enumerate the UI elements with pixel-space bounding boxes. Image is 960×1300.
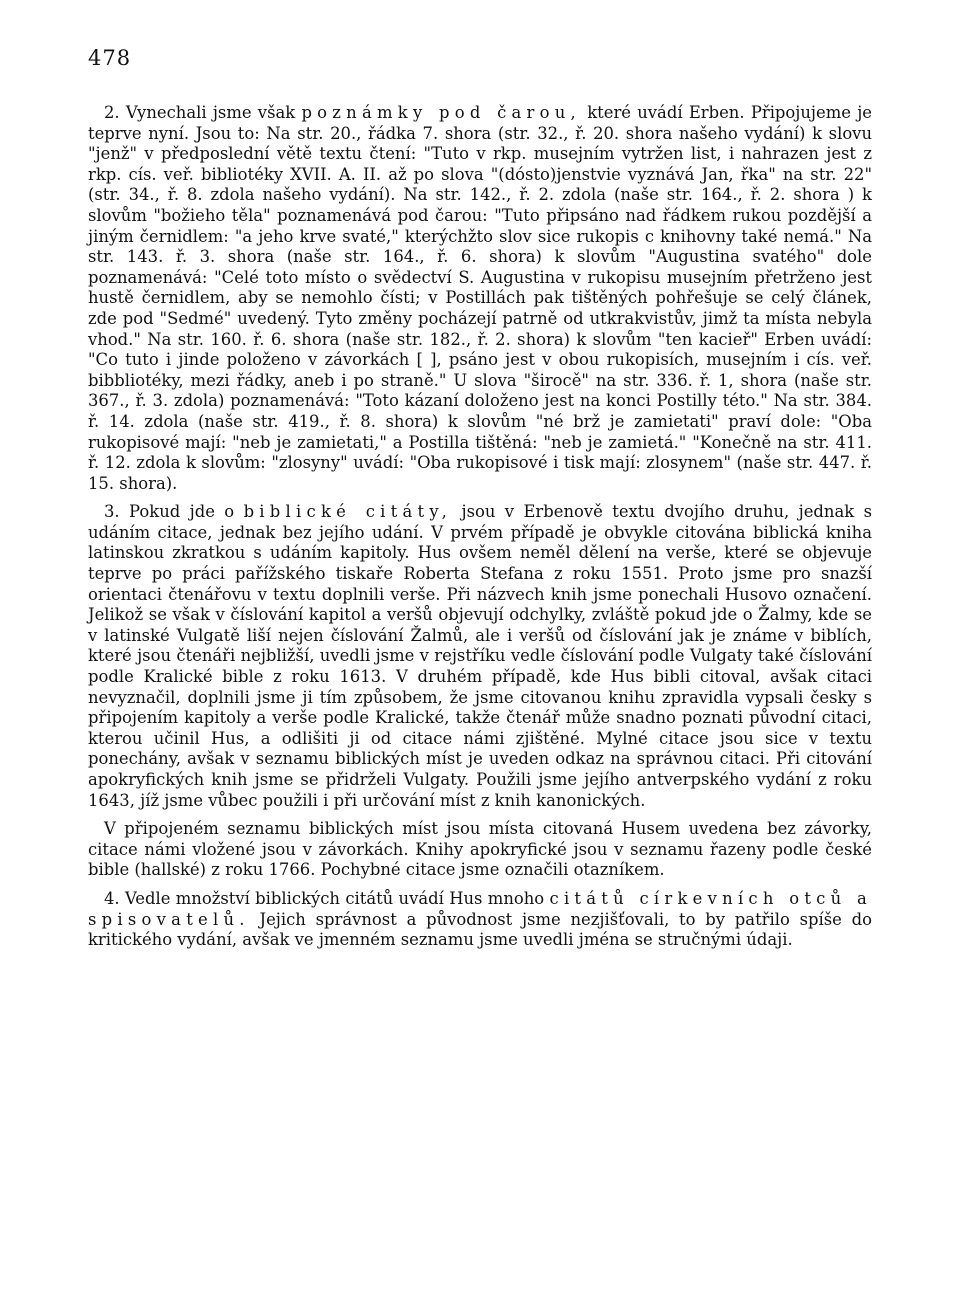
paragraph-4 [88, 889, 872, 951]
paragraph-text: jsou v Erbenově textu dvojího druhu, jednak s udáním citace, jednak bez jejího udání. V prvém případě je obvykle citována biblická kniha latinskou zkratkou s udáním kapitoly. Hus ovšem neměl dělení na verše, které se objevuje teprve po práci pařížského tiskaře Roberta Stefana z roku 1551. Proto jsme pro snazší orientaci čtenářovu v textu doplnili verše. Při názvech knih jsme ponechali Husovo označení. Jelikož se však v číslování kapitol a veršů objevují odchylky, zvláště pokud jde o Žalmy, kde se v latinské Vulgatě liší nejen číslování Žalmů, ale i veršů od číslování jak je známe v biblích, které jsou čtenáři nejbližší, uvedli jsme v rejstříku vedle číslování podle Vulgaty také číslování podle Kralické bible z roku 1613. V druhém případě, kde Hus bibli citoval, avšak citaci nevyznačil, doplnili jsme ji tím způsobem, že jsme citovanou knihu zpravidla vypsali česky s připojením kapitoly a verše podle Kralické, takže čtenář může snadno poznati původní citaci, kterou učinil Hus, a odlišiti ji od citace námi zjištěné. Mylné citace jsou sice v textu ponechány, avšak v seznamu biblických míst je uveden odkaz na správnou citaci. Při citování apokryfických knih jsme se přidrželi Vulgaty. Použili jsme jejího antverpského vydání z roku 1643, jíž jsme vůbec použili i při určování míst z knih kanonických. [88, 502, 872, 810]
paragraph-2 [88, 103, 872, 494]
spaced-emphasis: poznámky pod čarou, [301, 103, 581, 122]
spaced-emphasis: citátů církevních otců a spisovatelů. [88, 888, 873, 929]
paragraph-text: 4. Vedle množství biblických citátů uvádí Hus mnoho [104, 888, 550, 908]
paragraph-text: 3. Pokud jde o [104, 502, 244, 522]
paragraph-text: V připojeném seznamu biblických míst jsou místa citovaná Husem uvedena bez závorky, citace námi vložené jsou v závorkách. Knihy apokryfické jsou v seznamu řazeny podle české bible (hallské) z roku 1766. Pochybné citace jsme označili otazníkem. [88, 819, 872, 880]
spaced-emphasis: biblické citáty, [243, 502, 453, 522]
page-number: 478 [88, 46, 132, 70]
paragraph-3 [88, 502, 872, 811]
body-text [88, 103, 872, 959]
paragraph-text: které uvádí Erben. Připojujeme je teprve nyní. Jsou to: Na str. 20., řádka 7. shora (str. 32., ř. 20. shora našeho vydání) k slovu "jenž" v předposlední větě textu čtení: "Tuto v rkp. musejním vytržen list, i nahrazen jest z rkp. cís. veř. bibliotéky XVII. A. II. až po slova "(dósto)jenstvie vyznává Jan, řka" na str. 22" (str. 34., ř. 8. zdola našeho vydání). Na str. 142., ř. 2. zdola (naše str. 164., ř. 2. shora ) k slovům "božieho těla" poznamenává pod čarou: "Tuto připsáno nad řádkem rukou pozdější a jiným černidlem: "a jeho krve svaté," kterýchžto slov sice rukopis c knihovny také nemá." Na str. 143. ř. 3. shora (naše str. 164., ř. 6. shora) k slovům "Augustina svatého" dole poznamenává: "Celé toto místo o svědectví S. Augustina v rukopisu musejním přetrženo jest hustě černidlem, aby se nemohlo čísti; v Postillách pak tištěných pohřešuje se celý článek, zde pod "Sedmé" uvedený. Tyto změny pocházejí patrně od utkrakvistův, jimž ta místa nebyla vhod." Na str. 160. ř. 6. shora (naše str. 182., ř. 2. shora) k slovům "ten kacieř" Erben uvádí: "Co tuto i jinde položeno v závorkách [ ], psáno jest v obou rukopisích, musejním i cís. veř. bibbliotéky, mezi řádky, aneb i po straně." U slova "širocě" na str. 336. ř. 1, shora (naše str. 367., ř. 3. zdola) poznamenává: "Toto kázaní doloženo jest na konci Postilly této." Na str. 384. ř. 14. zdola (naše str. 419., ř. 8. shora) k slovům "né brž je zamietati" praví dole: "Oba rukopisové mají: "neb je zamietati," a Postilla tištěná: "neb je zamietá." "Konečně na str. 411. ř. 12. zdola k slovům: "zlosyny" uvádí: "Oba rukopisové i tisk mají: zlosynem" (naše str. 447. ř. 15. shora). [88, 103, 872, 493]
paragraph-3b [88, 819, 872, 881]
paragraph-text: Jejich správnost a původnost jsme nezjišťovali, to by patřilo spíše do kritického vydání, avšak ve jmenném seznamu jsme uvedli jména se stručnými údaji. [88, 909, 872, 950]
paragraph-text: 2. Vynechali jsme však [104, 103, 302, 122]
